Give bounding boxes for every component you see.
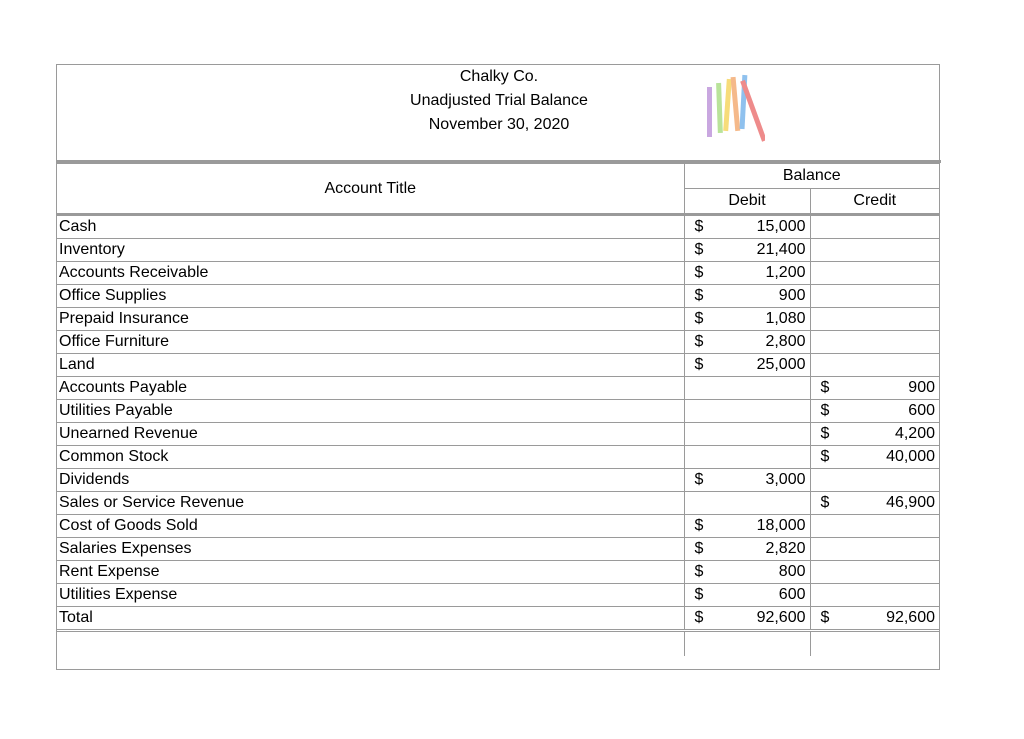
credit-currency-symbol: $: [810, 423, 836, 446]
debit-currency-symbol: [684, 400, 712, 423]
report-header: [57, 65, 939, 161]
debit-currency-symbol: $: [684, 239, 712, 262]
debit-amount: 1,200: [712, 262, 810, 285]
debit-header: Debit: [684, 189, 810, 215]
credit-currency-symbol: $: [810, 446, 836, 469]
account-cell: Unearned Revenue: [57, 423, 684, 446]
debit-amount: [712, 446, 810, 469]
debit-currency-symbol: $: [684, 538, 712, 561]
table-row: [57, 561, 939, 584]
debit-currency-symbol: [684, 423, 712, 446]
debit-amount: 2,820: [712, 538, 810, 561]
chalk-sticks-icon: [701, 69, 765, 149]
account-cell: Salaries Expenses: [57, 538, 684, 561]
credit-amount: 4,200: [836, 423, 939, 446]
credit-amount: [836, 308, 939, 331]
account-cell: Rent Expense: [57, 561, 684, 584]
credit-amount: [836, 239, 939, 262]
debit-amount: [712, 377, 810, 400]
account-cell: Dividends: [57, 469, 684, 492]
debit-amount: 1,080: [712, 308, 810, 331]
debit-currency-symbol: [684, 446, 712, 469]
table-row: [57, 285, 939, 308]
table-row: [57, 584, 939, 607]
blank-cell: [810, 631, 939, 657]
debit-amount: 3,000: [712, 469, 810, 492]
account-cell: Utilities Payable: [57, 400, 684, 423]
credit-amount: [836, 331, 939, 354]
table-row: [57, 423, 939, 446]
credit-amount: [836, 584, 939, 607]
account-cell: Prepaid Insurance: [57, 308, 684, 331]
account-cell: Land: [57, 354, 684, 377]
debit-currency-symbol: $: [684, 215, 712, 239]
credit-amount: [836, 561, 939, 584]
debit-amount: [712, 400, 810, 423]
debit-amount: 2,800: [712, 331, 810, 354]
total-row: [57, 607, 939, 631]
company-name: Chalky Co.: [459, 68, 539, 85]
debit-currency-symbol: $: [684, 607, 712, 631]
debit-amount: 900: [712, 285, 810, 308]
credit-amount: 600: [836, 400, 939, 423]
table-row: [57, 446, 939, 469]
credit-currency-symbol: [810, 215, 836, 239]
credit-currency-symbol: [810, 561, 836, 584]
account-cell: Total: [57, 607, 684, 631]
credit-currency-symbol: [810, 538, 836, 561]
credit-amount: 92,600: [836, 607, 939, 631]
table-row: [57, 492, 939, 515]
credit-currency-symbol: [810, 262, 836, 285]
credit-amount: 40,000: [836, 446, 939, 469]
table-row: [57, 354, 939, 377]
table-row: [57, 308, 939, 331]
table-row: [57, 215, 939, 239]
account-cell: Office Supplies: [57, 285, 684, 308]
blank-cell: [57, 631, 684, 657]
debit-amount: 18,000: [712, 515, 810, 538]
debit-currency-symbol: $: [684, 354, 712, 377]
credit-currency-symbol: $: [810, 400, 836, 423]
debit-currency-symbol: $: [684, 515, 712, 538]
blank-row: [57, 631, 939, 657]
account-cell: Accounts Payable: [57, 377, 684, 400]
account-cell: Utilities Expense: [57, 584, 684, 607]
debit-currency-symbol: $: [684, 584, 712, 607]
debit-amount: 92,600: [712, 607, 810, 631]
account-title-header: Account Title: [57, 164, 684, 215]
account-cell: Inventory: [57, 239, 684, 262]
account-cell: Cost of Goods Sold: [57, 515, 684, 538]
balance-header: Balance: [684, 164, 939, 189]
debit-currency-symbol: $: [684, 262, 712, 285]
account-cell: Office Furniture: [57, 331, 684, 354]
credit-currency-symbol: [810, 354, 836, 377]
table-row: [57, 331, 939, 354]
trial-balance-sheet: [56, 64, 940, 670]
debit-amount: 800: [712, 561, 810, 584]
debit-amount: [712, 423, 810, 446]
debit-currency-symbol: $: [684, 469, 712, 492]
debit-amount: 15,000: [712, 215, 810, 239]
credit-currency-symbol: [810, 584, 836, 607]
debit-currency-symbol: [684, 377, 712, 400]
credit-currency-symbol: $: [810, 492, 836, 515]
credit-currency-symbol: [810, 285, 836, 308]
debit-amount: 21,400: [712, 239, 810, 262]
credit-currency-symbol: [810, 239, 836, 262]
credit-currency-symbol: [810, 469, 836, 492]
table-row: [57, 538, 939, 561]
account-cell: Sales or Service Revenue: [57, 492, 684, 515]
credit-amount: 900: [836, 377, 939, 400]
debit-currency-symbol: $: [684, 308, 712, 331]
credit-amount: [836, 215, 939, 239]
report-title: Unadjusted Trial Balance: [410, 92, 588, 109]
debit-amount: [712, 492, 810, 515]
credit-amount: [836, 515, 939, 538]
debit-currency-symbol: $: [684, 561, 712, 584]
debit-amount: 25,000: [712, 354, 810, 377]
debit-currency-symbol: [684, 492, 712, 515]
credit-amount: [836, 354, 939, 377]
credit-currency-symbol: [810, 515, 836, 538]
debit-currency-symbol: $: [684, 331, 712, 354]
table-row: [57, 377, 939, 400]
report-date: November 30, 2020: [428, 116, 570, 133]
account-cell: Accounts Receivable: [57, 262, 684, 285]
credit-amount: 46,900: [836, 492, 939, 515]
trial-balance-table: [57, 163, 939, 656]
table-row: [57, 469, 939, 492]
credit-currency-symbol: $: [810, 377, 836, 400]
credit-amount: [836, 538, 939, 561]
credit-currency-symbol: $: [810, 607, 836, 631]
account-cell: Common Stock: [57, 446, 684, 469]
debit-currency-symbol: $: [684, 285, 712, 308]
credit-currency-symbol: [810, 308, 836, 331]
table-row: [57, 400, 939, 423]
credit-amount: [836, 469, 939, 492]
debit-amount: 600: [712, 584, 810, 607]
account-cell: Cash: [57, 215, 684, 239]
credit-amount: [836, 285, 939, 308]
table-row: [57, 239, 939, 262]
credit-header: Credit: [810, 189, 939, 215]
table-row: [57, 262, 939, 285]
credit-currency-symbol: [810, 331, 836, 354]
credit-amount: [836, 262, 939, 285]
table-row: [57, 515, 939, 538]
blank-cell: [684, 631, 810, 657]
